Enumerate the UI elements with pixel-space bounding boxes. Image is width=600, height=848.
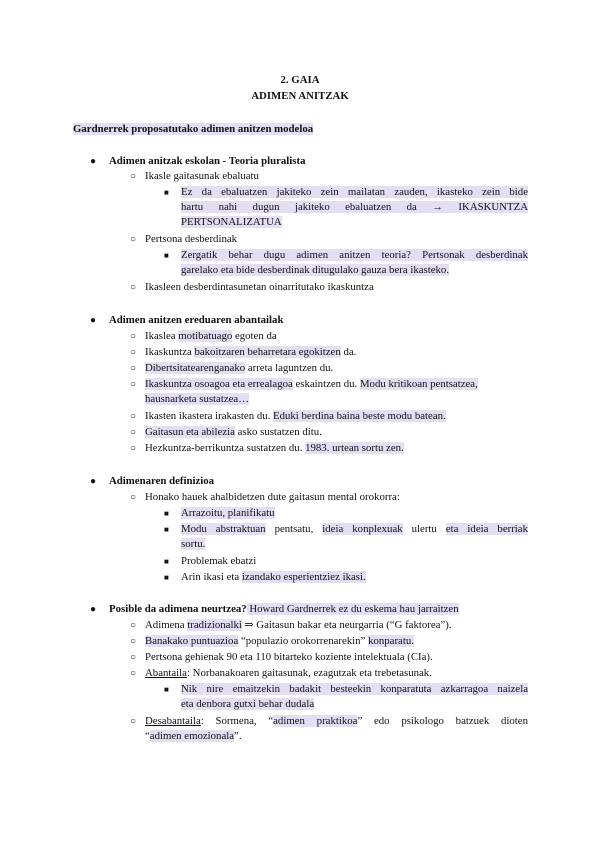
s4-item-4-sub-line1: Nik nire emaitzekin badakit besteekin konparatuta azkarragoa naizela (181, 683, 528, 695)
s4-item-3: Pertsona gehienak 90 eta 110 bitarteko koziente intelektuala (CIa). (145, 651, 433, 663)
s3-item-4: Arin ikasi eta izandako esperientziez ikasi. (181, 571, 366, 583)
circle-bullet-icon: ○ (130, 620, 137, 631)
square-bullet-icon: ■ (164, 525, 169, 534)
s2-item-1: Ikaslea motibatuago egoten da (145, 330, 277, 342)
circle-bullet-icon: ○ (130, 282, 137, 293)
circle-bullet-icon: ○ (130, 652, 137, 663)
s2-item-7: Hezkuntza-berrikuntza sustatzen du. 1983. urtean sortu zen. (145, 442, 404, 454)
s4-item-4: Abantaila: Norbanakoaren gaitasunak, ezagutzak eta trebetasunak. (145, 667, 432, 679)
s2-title: Adimen anitzen ereduaren abantailak (109, 314, 284, 326)
s1-a1-line3: PERTSONALIZATUA (181, 216, 282, 228)
s4-title: Posible da adimena neurtzea? Howard Gardnerrek ez du eskema hau jarraitzen (109, 603, 459, 615)
s2-item-6: Gaitasun eta abilezia asko sustatzen ditu. (145, 426, 322, 438)
s3-item-3: Problemak ebatzi (181, 555, 257, 567)
s1-item-c: Ikasleen desberdintasunetan oinarritutako ikaskuntza (145, 281, 374, 293)
s4-item-1: Adimena tradizionalki ⇒ Gaitasun bakar eta neurgarria (“G faktorea”). (145, 619, 452, 631)
circle-bullet-icon: ○ (130, 411, 137, 422)
s2-item-5: Ikasten ikastera irakasten du. Eduki berdina baina beste modu batean. (145, 410, 446, 422)
s3-intro: Honako hauek ahalbidetzen dute gaitasun mental orokorra: (145, 491, 400, 503)
circle-bullet-icon: ○ (130, 331, 137, 342)
circle-bullet-icon: ○ (130, 363, 137, 374)
square-bullet-icon: ■ (164, 573, 169, 582)
bullet-icon: ● (90, 315, 97, 326)
square-bullet-icon: ■ (164, 557, 169, 566)
s2-item-3: Dibertsitatearenganako arreta laguntzen du. (145, 362, 334, 374)
square-bullet-icon: ■ (164, 509, 169, 518)
s4-item-2: Banakako puntuazioa “populazio orokorrenarekin” konparatu. (145, 635, 414, 647)
circle-bullet-icon: ○ (130, 427, 137, 438)
circle-bullet-icon: ○ (130, 171, 137, 182)
s1-a1-line1: Ez da ebaluatzen jakiteko zein mailatan zauden, ikasteko zein bide (181, 186, 528, 198)
circle-bullet-icon: ○ (130, 492, 137, 503)
bullet-icon: ● (90, 604, 97, 615)
s4-item-4-sub-line2: eta denbora gutxi behar dudala (181, 698, 315, 710)
s3-item-2-line1: Modu abstraktuan pentsatu, ideia konplexuak ulertu eta ideia berriak (181, 523, 528, 535)
chapter-number: 2. GAIA (280, 74, 320, 86)
bullet-icon: ● (90, 476, 97, 487)
s2-item-4-line1: Ikaskuntza osoagoa eta errealagoa eskaintzen du. Modu kritikoan pentsatzea, (145, 378, 478, 390)
s4-item-5-line1: Desabantaila: Sormena, “adimen praktikoa” edo psikologo batzuek dioten (145, 715, 528, 727)
circle-bullet-icon: ○ (130, 443, 137, 454)
s1-title: Adimen anitzak eskolan - Teoria pluralista (109, 155, 306, 167)
s1-b1-line1: Zergatik behar dugu adimen anitzen teoria? Pertsonak desberdinak (181, 249, 528, 261)
s2-item-2: Ikaskuntza bakoitzaren beharretara egokitzen da. (145, 346, 357, 358)
s1-item-a: Ikasle gaitasunak ebaluatu (145, 170, 259, 182)
circle-bullet-icon: ○ (130, 379, 137, 390)
s3-item-1: Arrazoitu, planifikatu (181, 507, 275, 519)
circle-bullet-icon: ○ (130, 347, 137, 358)
circle-bullet-icon: ○ (130, 716, 137, 727)
s1-b1-line2: garelako eta bide desberdinak ditugulako gauza bera ikasteko. (181, 264, 450, 276)
s4-item-5-line2: “adimen emozionala”. (145, 730, 242, 742)
s3-item-2-line2: sortu. (181, 538, 206, 550)
section-heading: Gardnerrek proposatutako adimen anitzen modeloa (73, 123, 314, 135)
circle-bullet-icon: ○ (130, 636, 137, 647)
s1-a1-line2: hartu nahi dugun jakiteko ebaluatzen da → IKASKUNTZA (181, 201, 528, 213)
square-bullet-icon: ■ (164, 251, 169, 260)
bullet-icon: ● (90, 156, 97, 167)
square-bullet-icon: ■ (164, 188, 169, 197)
s1-item-b: Pertsona desberdinak (145, 233, 238, 245)
s3-title: Adimenaren definizioa (109, 475, 215, 487)
circle-bullet-icon: ○ (130, 668, 137, 679)
circle-bullet-icon: ○ (130, 234, 137, 245)
page-title: ADIMEN ANITZAK (251, 90, 349, 102)
s2-item-4-line2: hausnarketa sustatzea… (145, 393, 250, 405)
square-bullet-icon: ■ (164, 685, 169, 694)
